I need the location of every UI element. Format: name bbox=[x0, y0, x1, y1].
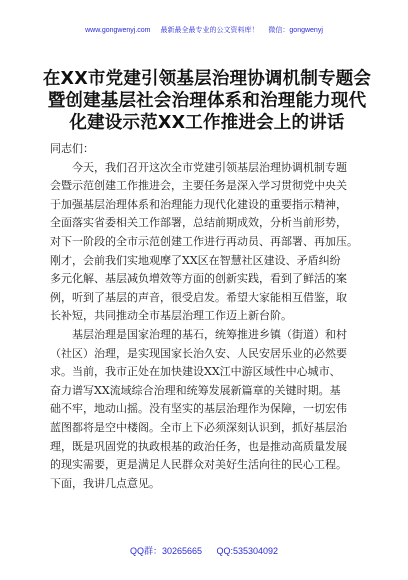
qq-number: QQ:535304092 bbox=[216, 546, 279, 556]
page-footer bbox=[0, 544, 408, 557]
paragraph-line: 于加强基层治理体系和治理能力现代化建设的重要指示精神， bbox=[50, 197, 347, 211]
title-line: 化建设示范XX工作推进会上的讲话 bbox=[69, 113, 345, 133]
salutation: 同志们： bbox=[50, 142, 94, 155]
site-slogan: 最新最全最专业的公文资料库！ bbox=[160, 27, 259, 34]
paragraph-line: 刚才，会前我们实地观摩了XX区在智慧社区建设、矛盾纠纷 bbox=[50, 253, 341, 267]
paragraph-line: 长补短，共同推动全市基层治理工作迈上新台阶。 bbox=[50, 309, 292, 323]
paragraph-line: 今天，我们召开这次全市党建引领基层治理协调机制专题 bbox=[72, 160, 347, 174]
paragraph-line: 全面落实省委相关工作部署，总结前期成效，分析当前形势， bbox=[50, 216, 347, 230]
paragraph-line: 会暨示范创建工作推进会，主要任务是深入学习贯彻党中央关 bbox=[50, 179, 347, 193]
paragraph-line: 础不牢，地动山摇。没有坚实的基层治理作为保障，一切宏伟 bbox=[50, 402, 347, 416]
qq-group: QQ群：30265665 bbox=[129, 546, 202, 556]
speech-body bbox=[50, 140, 358, 493]
paragraph-line: 下面，我讲几点意见。 bbox=[50, 476, 160, 490]
paragraph-line: 求。当前，我市正处在加快建设XX江中游区域性中心城市、 bbox=[50, 365, 341, 379]
wechat-id: 微信：gongwenyj bbox=[268, 27, 323, 34]
document-title bbox=[38, 68, 376, 134]
paragraph-line: 奋力谱写XX流域综合治理和统筹发展新篇章的关键时期。基 bbox=[50, 383, 341, 397]
paragraph-line: 蓝图都将是空中楼阁。全市上下必须深刻认识到，抓好基层治 bbox=[50, 420, 347, 434]
paragraph-line: 对下一阶段的全市示范创建工作进行再动员、再部署、再加压。 bbox=[50, 234, 358, 248]
paragraph-line: 例，听到了基层的声音，很受启发。希望大家能相互借鉴，取 bbox=[50, 290, 347, 304]
paragraph-line: 基层治理是国家治理的基石，统筹推进乡镇（街道）和村 bbox=[72, 327, 347, 341]
paragraph-line: 的现实需要，更是满足人民群众对美好生活向往的民心工程。 bbox=[50, 458, 347, 472]
paragraph-line: （社区）治理，是实现国家长治久安、人民安居乐业的必然要 bbox=[50, 346, 347, 360]
title-line: 在XX市党建引领基层治理协调机制专题会 bbox=[42, 69, 372, 89]
site-url[interactable]: www.gongwenyj.com bbox=[85, 27, 151, 34]
title-line: 暨创建基层社会治理体系和治理能力现代 bbox=[47, 91, 367, 111]
paragraph-line: 多元化解、基层减负增效等方面的创新实践，看到了鲜活的案 bbox=[50, 272, 347, 286]
site-header bbox=[0, 26, 408, 36]
paragraph-line: 理，既是巩固党的执政根基的政治任务，也是推动高质量发展 bbox=[50, 439, 347, 453]
